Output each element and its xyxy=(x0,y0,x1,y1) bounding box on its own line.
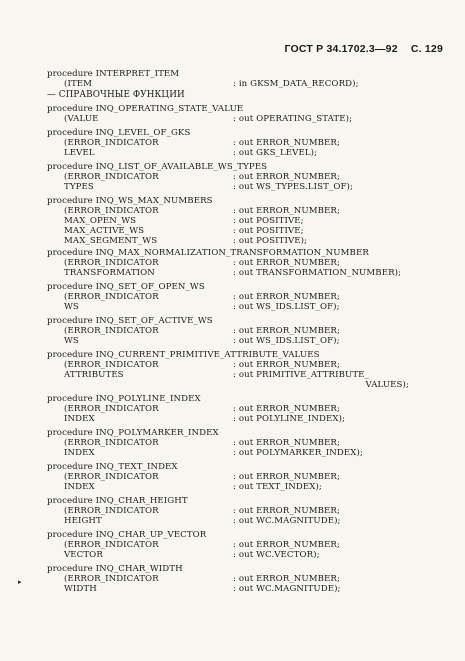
parameter-name: (ERROR_INDICATOR xyxy=(64,138,159,148)
parameter-name: MAX_ACTIVE_WS xyxy=(64,226,145,236)
parameter-type: : out WC.MAGNITUDE); xyxy=(233,584,341,594)
parameter-type: : out ERROR_NUMBER; xyxy=(233,438,340,448)
parameter-type: : out ERROR_NUMBER; xyxy=(233,326,340,336)
procedure-line: procedure INQ_POLYMARKER_INDEX xyxy=(47,428,219,438)
parameter-name: (ERROR_INDICATOR xyxy=(64,172,159,182)
margin-mark: ▸ xyxy=(18,578,22,586)
parameter-name: INDEX xyxy=(64,414,95,424)
parameter-name: WIDTH xyxy=(64,584,97,594)
parameter-type: : out ERROR_NUMBER; xyxy=(233,472,340,482)
parameter-type: : out POLYLINE_INDEX); xyxy=(233,414,346,424)
parameter-name: (ERROR_INDICATOR xyxy=(64,258,159,268)
parameter-type: : in GKSM_DATA_RECORD); xyxy=(233,79,359,89)
procedure-line: procedure INQ_CURRENT_PRIMITIVE_ATTRIBUTE_VALUES xyxy=(47,350,320,360)
parameter-name: ATTRIBUTES xyxy=(64,370,124,380)
procedure-line: procedure INQ_WS_MAX_NUMBERS xyxy=(47,196,213,206)
parameter-type: : out GKS_LEVEL); xyxy=(233,148,318,158)
parameter-name: INDEX xyxy=(64,482,95,492)
parameter-type: : out TRANSFORMATION_NUMBER); xyxy=(233,268,402,278)
procedure-line: procedure INQ_CHAR_HEIGHT xyxy=(47,496,188,506)
section-heading: — СПРАВОЧНЫЕ ФУНКЦИИ xyxy=(47,90,185,100)
parameter-name: MAX_OPEN_WS xyxy=(64,216,137,226)
procedure-line: procedure INQ_SET_OF_ACTIVE_WS xyxy=(47,316,213,326)
parameter-name: (ERROR_INDICATOR xyxy=(64,540,159,550)
parameter-name: (ERROR_INDICATOR xyxy=(64,326,159,336)
parameter-type: : out POSITIVE; xyxy=(233,216,304,226)
procedure-line: procedure INQ_POLYLINE_INDEX xyxy=(47,394,201,404)
parameter-name: TRANSFORMATION xyxy=(64,268,155,278)
parameter-name: INDEX xyxy=(64,448,95,458)
parameter-name: (ERROR_INDICATOR xyxy=(64,574,159,584)
parameter-type: : out ERROR_NUMBER; xyxy=(233,574,340,584)
parameter-type: : out ERROR_NUMBER; xyxy=(233,404,340,414)
parameter-name: VECTOR xyxy=(64,550,103,560)
parameter-type: : out ERROR_NUMBER; xyxy=(233,138,340,148)
procedure-line: procedure INTERPRET_ITEM xyxy=(47,69,180,79)
parameter-type: : out WS_IDS.LIST_OF); xyxy=(233,336,340,346)
page-header xyxy=(274,43,443,55)
parameter-name: WS xyxy=(64,302,79,312)
procedure-line: procedure INQ_LEVEL_OF_GKS xyxy=(47,128,191,138)
procedure-line: procedure INQ_LIST_OF_AVAILABLE_WS_TYPES xyxy=(47,162,268,172)
parameter-type: : out TEXT_INDEX); xyxy=(233,482,322,492)
parameter-type: : out ERROR_NUMBER; xyxy=(233,206,340,216)
parameter-type: : out POSITIVE); xyxy=(233,236,308,246)
parameter-name: MAX_SEGMENT_WS xyxy=(64,236,158,246)
procedure-line: procedure INQ_CHAR_UP_VECTOR xyxy=(47,530,207,540)
parameter-name: (ERROR_INDICATOR xyxy=(64,292,159,302)
procedure-line: procedure INQ_MAX_NORMALIZATION_TRANSFORMATION_NUMBER xyxy=(47,248,369,258)
parameter-name: (ERROR_INDICATOR xyxy=(64,506,159,516)
parameter-type: : out POSITIVE; xyxy=(233,226,304,236)
parameter-type: : out ERROR_NUMBER; xyxy=(233,292,340,302)
parameter-type: : out WS_IDS.LIST_OF); xyxy=(233,302,340,312)
procedure-line: procedure INQ_SET_OF_OPEN_WS xyxy=(47,282,205,292)
parameter-type: : out ERROR_NUMBER; xyxy=(233,540,340,550)
parameter-type-continuation: VALUES); xyxy=(365,380,409,390)
parameter-type: : out POLYMARKER_INDEX); xyxy=(233,448,363,458)
parameter-type: : out OPERATING_STATE); xyxy=(233,114,353,124)
procedure-line: procedure INQ_CHAR_WIDTH xyxy=(47,564,183,574)
parameter-name: (ITEM xyxy=(64,79,93,89)
parameter-type: : out ERROR_NUMBER; xyxy=(233,506,340,516)
parameter-name: LEVEL xyxy=(64,148,95,158)
page-number: С. 129 xyxy=(410,43,443,55)
parameter-type: : out WC.MAGNITUDE); xyxy=(233,516,341,526)
parameter-type: : out WC.VECTOR); xyxy=(233,550,320,560)
parameter-name: (ERROR_INDICATOR xyxy=(64,438,159,448)
parameter-type: : out PRIMITIVE_ATTRIBUTE_ xyxy=(233,370,369,380)
parameter-type: : out WS_TYPES.LIST_OF); xyxy=(233,182,353,192)
parameter-name: (ERROR_INDICATOR xyxy=(64,472,159,482)
parameter-name: (ERROR_INDICATOR xyxy=(64,404,159,414)
parameter-type: : out ERROR_NUMBER; xyxy=(233,360,340,370)
parameter-name: (VALUE xyxy=(64,114,99,124)
parameter-type: : out ERROR_NUMBER; xyxy=(233,258,340,268)
parameter-name: TYPES xyxy=(64,182,94,192)
parameter-name: HEIGHT xyxy=(64,516,102,526)
parameter-name: (ERROR_INDICATOR xyxy=(64,206,159,216)
parameter-name: WS xyxy=(64,336,79,346)
standard-number: ГОСТ Р 34.1702.3—92 xyxy=(284,43,398,55)
procedure-line: procedure INQ_TEXT_INDEX xyxy=(47,462,178,472)
procedure-line: procedure INQ_OPERATING_STATE_VALUE xyxy=(47,104,244,114)
parameter-name: (ERROR_INDICATOR xyxy=(64,360,159,370)
parameter-type: : out ERROR_NUMBER; xyxy=(233,172,340,182)
